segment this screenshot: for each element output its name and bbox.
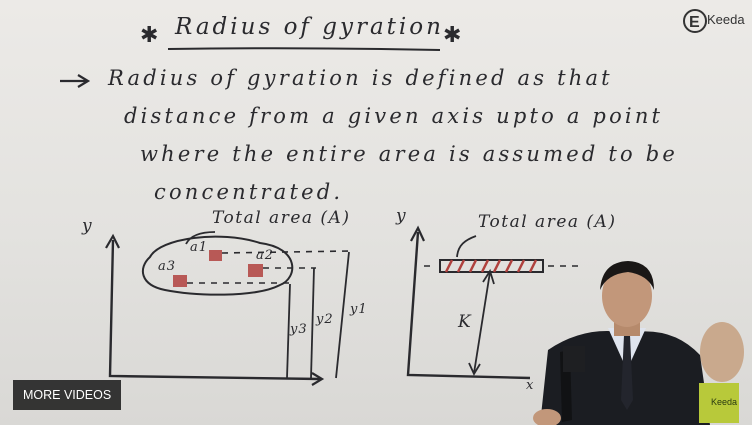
dash-a1 [222, 251, 350, 253]
strip-area [440, 260, 543, 272]
svg-text:E: E [689, 14, 700, 31]
definition-line-2: distance from a given axis upto a point [124, 104, 664, 128]
dist-y1 [336, 252, 349, 378]
title-star-right: ✱ [443, 23, 462, 48]
board-title: Radius of gyration [175, 14, 444, 40]
label-a3: a3 [158, 259, 177, 274]
brand-name: Keeda [707, 12, 745, 27]
element-a3 [173, 275, 187, 287]
left-total-area-label: Total area (A) [212, 208, 351, 228]
strip-hatch [446, 260, 536, 272]
label-a1: a1 [190, 240, 209, 255]
strip-pointer [457, 236, 476, 257]
definition-line-4: concentrated. [154, 180, 344, 204]
title-star-left: ✱ [140, 23, 159, 48]
definition-line-1: Radius of gyration is defined as that [108, 66, 613, 90]
watermark-text: Keeda [711, 397, 738, 407]
label-y1: y1 [350, 302, 368, 317]
k-line [474, 272, 490, 373]
label-k: K [458, 312, 473, 332]
right-x-label: x [526, 378, 535, 393]
label-y3: y3 [290, 322, 308, 337]
label-y2: y2 [316, 312, 334, 327]
bullet-arrow-icon [60, 75, 88, 87]
right-y-label: y [396, 206, 408, 226]
right-total-area-label: Total area (A) [478, 212, 617, 232]
more-videos-button[interactable]: MORE VIDEOS [13, 380, 121, 410]
dist-y2 [311, 268, 314, 378]
left-y-label: y [82, 216, 94, 236]
title-underline [168, 48, 440, 50]
element-a2 [248, 264, 263, 277]
right-axes [408, 232, 530, 378]
element-a1 [209, 250, 222, 261]
label-a2: a2 [256, 248, 275, 263]
definition-line-3: where the entire area is assumed to be [140, 142, 679, 166]
